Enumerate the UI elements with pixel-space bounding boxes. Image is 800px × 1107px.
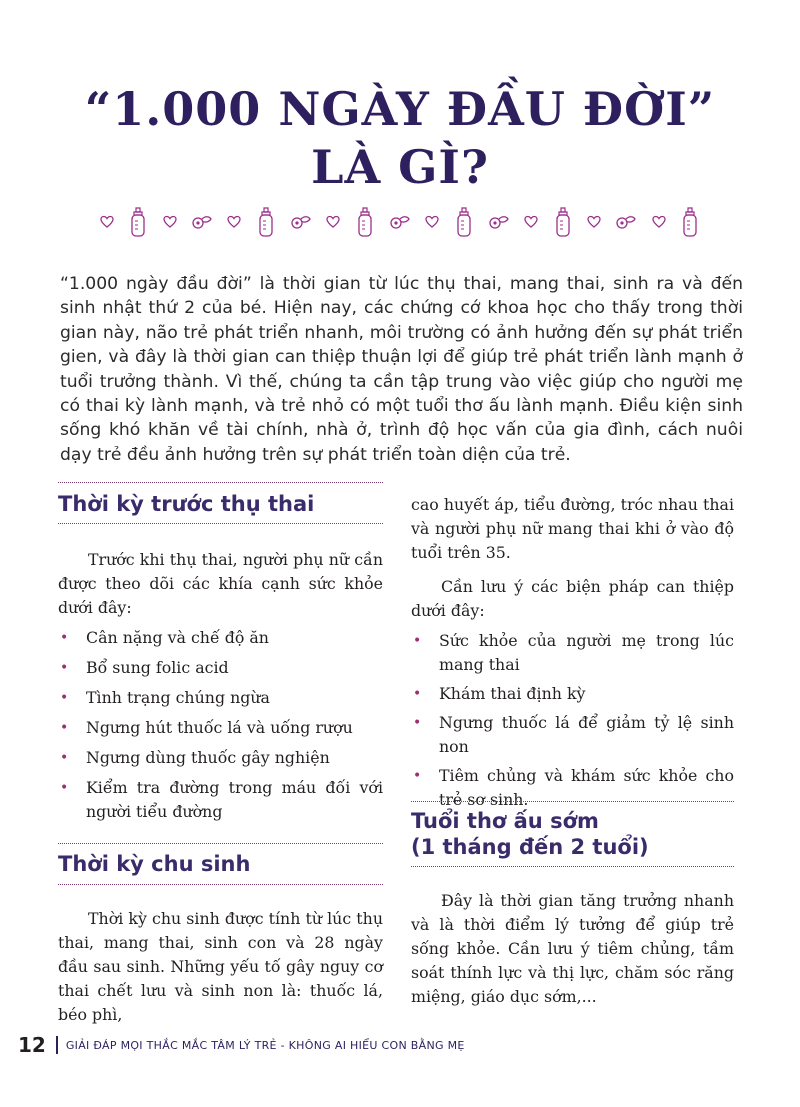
footer-separator	[56, 1036, 58, 1054]
heart-icon	[652, 215, 666, 229]
list-item: • Cân nặng và chế độ ăn	[58, 626, 383, 650]
pacifier-icon	[191, 212, 213, 232]
decorative-icon-row	[100, 204, 700, 240]
page-footer	[18, 1033, 718, 1057]
preconception-list	[58, 626, 383, 824]
heart-icon	[100, 215, 114, 229]
list-item: • Tiêm chủng và khám sức khỏe cho trẻ sơ sinh.	[413, 766, 734, 809]
pacifier-icon	[488, 212, 510, 232]
bullet-icon: •	[413, 633, 422, 649]
list-item: • Tình trạng chúng ngừa	[58, 686, 383, 710]
heart-icon	[326, 215, 340, 229]
list-item: • Kiểm tra đường trong máu đối với người tiểu đường	[60, 778, 383, 821]
heart-icon	[425, 215, 439, 229]
divider	[58, 843, 383, 844]
bottle-icon	[454, 206, 474, 238]
divider	[58, 482, 383, 483]
interventions-paragraph: Cần lưu ý các biện pháp can thiệp dưới đây:	[411, 577, 734, 620]
heart-icon	[163, 215, 177, 229]
bottle-icon	[128, 206, 148, 238]
bottle-icon	[355, 206, 375, 238]
bullet-icon: •	[413, 715, 422, 731]
divider	[58, 884, 383, 885]
heart-icon	[524, 215, 538, 229]
divider	[58, 523, 383, 524]
preconception-paragraph: Trước khi thụ thai, người phụ nữ cần được theo dõi các khía cạnh sức khỏe dưới đây:	[58, 550, 383, 617]
bullet-icon: •	[60, 630, 69, 646]
bullet-icon: •	[60, 660, 69, 676]
bullet-icon: •	[413, 686, 422, 702]
running-footer-text: GIẢI ĐÁP MỌI THẮC MẮC TÂM LÝ TRẺ - KHÔNG AI HIỂU CON BẰNG MẸ	[65, 1038, 465, 1052]
perinatal-paragraph: Thời kỳ chu sinh được tính từ lúc thụ thai, mang thai, sinh con và 28 ngày đầu sau sinh. Những yếu tố gây nguy cơ thai chết lưu và sinh non là: thuốc lá, béo phì,	[58, 909, 383, 1024]
bottle-icon	[553, 206, 573, 238]
right-column-lower	[411, 801, 734, 1009]
divider	[411, 866, 734, 867]
pacifier-icon	[290, 212, 312, 232]
section-heading-early-childhood: Tuổi thơ ấu sớm (1 tháng đến 2 tuổi)	[411, 809, 649, 859]
bullet-icon: •	[60, 750, 69, 766]
heart-icon	[587, 215, 601, 229]
early-childhood-paragraph: Đây là thời gian tăng trưởng nhanh và là thời điểm lý tưởng để giúp trẻ sống khỏe. Cần lưu ý tiêm chủng, tầm soát thính lực và thị lực, chăm sóc răng miệng, giáo dục sớm,...	[411, 891, 734, 1006]
page-title	[0, 80, 800, 196]
section-heading-perinatal: Thời kỳ chu sinh	[58, 852, 251, 876]
right-column	[411, 493, 734, 812]
bottle-icon	[680, 206, 700, 238]
bullet-icon: •	[60, 780, 69, 796]
page-number: 12	[18, 1033, 46, 1057]
list-item: • Bổ sung folic acid	[58, 656, 383, 680]
divider	[411, 801, 734, 802]
interventions-list	[411, 629, 734, 812]
list-item: • Ngưng thuốc lá để giảm tỷ lệ sinh non	[413, 713, 734, 756]
pacifier-icon	[389, 212, 411, 232]
bottle-icon	[256, 206, 276, 238]
list-item: • Ngưng hút thuốc lá và uống rượu	[58, 716, 383, 740]
bullet-icon: •	[413, 768, 422, 784]
title-line-1: “1.000 NGÀY ĐẦU ĐỜI”	[84, 82, 716, 136]
bullet-icon: •	[60, 690, 69, 706]
list-item: • Khám thai định kỳ	[411, 682, 734, 706]
title-line-2: LÀ GÌ?	[311, 140, 489, 194]
heart-icon	[227, 215, 241, 229]
perinatal-continued-paragraph: cao huyết áp, tiểu đường, tróc nhau thai và người phụ nữ mang thai khi ở vào độ tuổi trên 35.	[411, 495, 734, 562]
bullet-icon: •	[60, 720, 69, 736]
left-column	[58, 482, 383, 824]
pacifier-icon	[615, 212, 637, 232]
list-item: • Ngưng dùng thuốc gây nghiện	[58, 746, 383, 770]
list-item: • Sức khỏe của người mẹ trong lúc mang thai	[413, 631, 734, 674]
left-column-lower	[58, 843, 383, 1027]
intro-paragraph: “1.000 ngày đầu đời” là thời gian từ lúc thụ thai, mang thai, sinh ra và đến sinh nhật thứ 2 của bé. Hiện nay, các chứng cớ khoa học cho thấy trong thời gian này, não trẻ phát triển nhanh, môi trường có ảnh hưởng đến sự phát triển gien, và đây là thời gian can thiệp thuận lợi để giúp trẻ phát triển lành mạnh ở tuổi trưởng thành. Vì thế, chúng ta cần tập trung vào việc giúp cho người mẹ có thai kỳ lành mạnh, và trẻ nhỏ có một tuổi thơ ấu lành mạnh. Điều kiện sinh sống khó khăn về tài chính, nhà ở, trình độ học vấn của gia đình, cách nuôi dạy trẻ đều ảnh hưởng trên sự phát triển toàn diện của trẻ.	[60, 274, 743, 465]
section-heading-preconception: Thời kỳ trước thụ thai	[58, 492, 315, 516]
